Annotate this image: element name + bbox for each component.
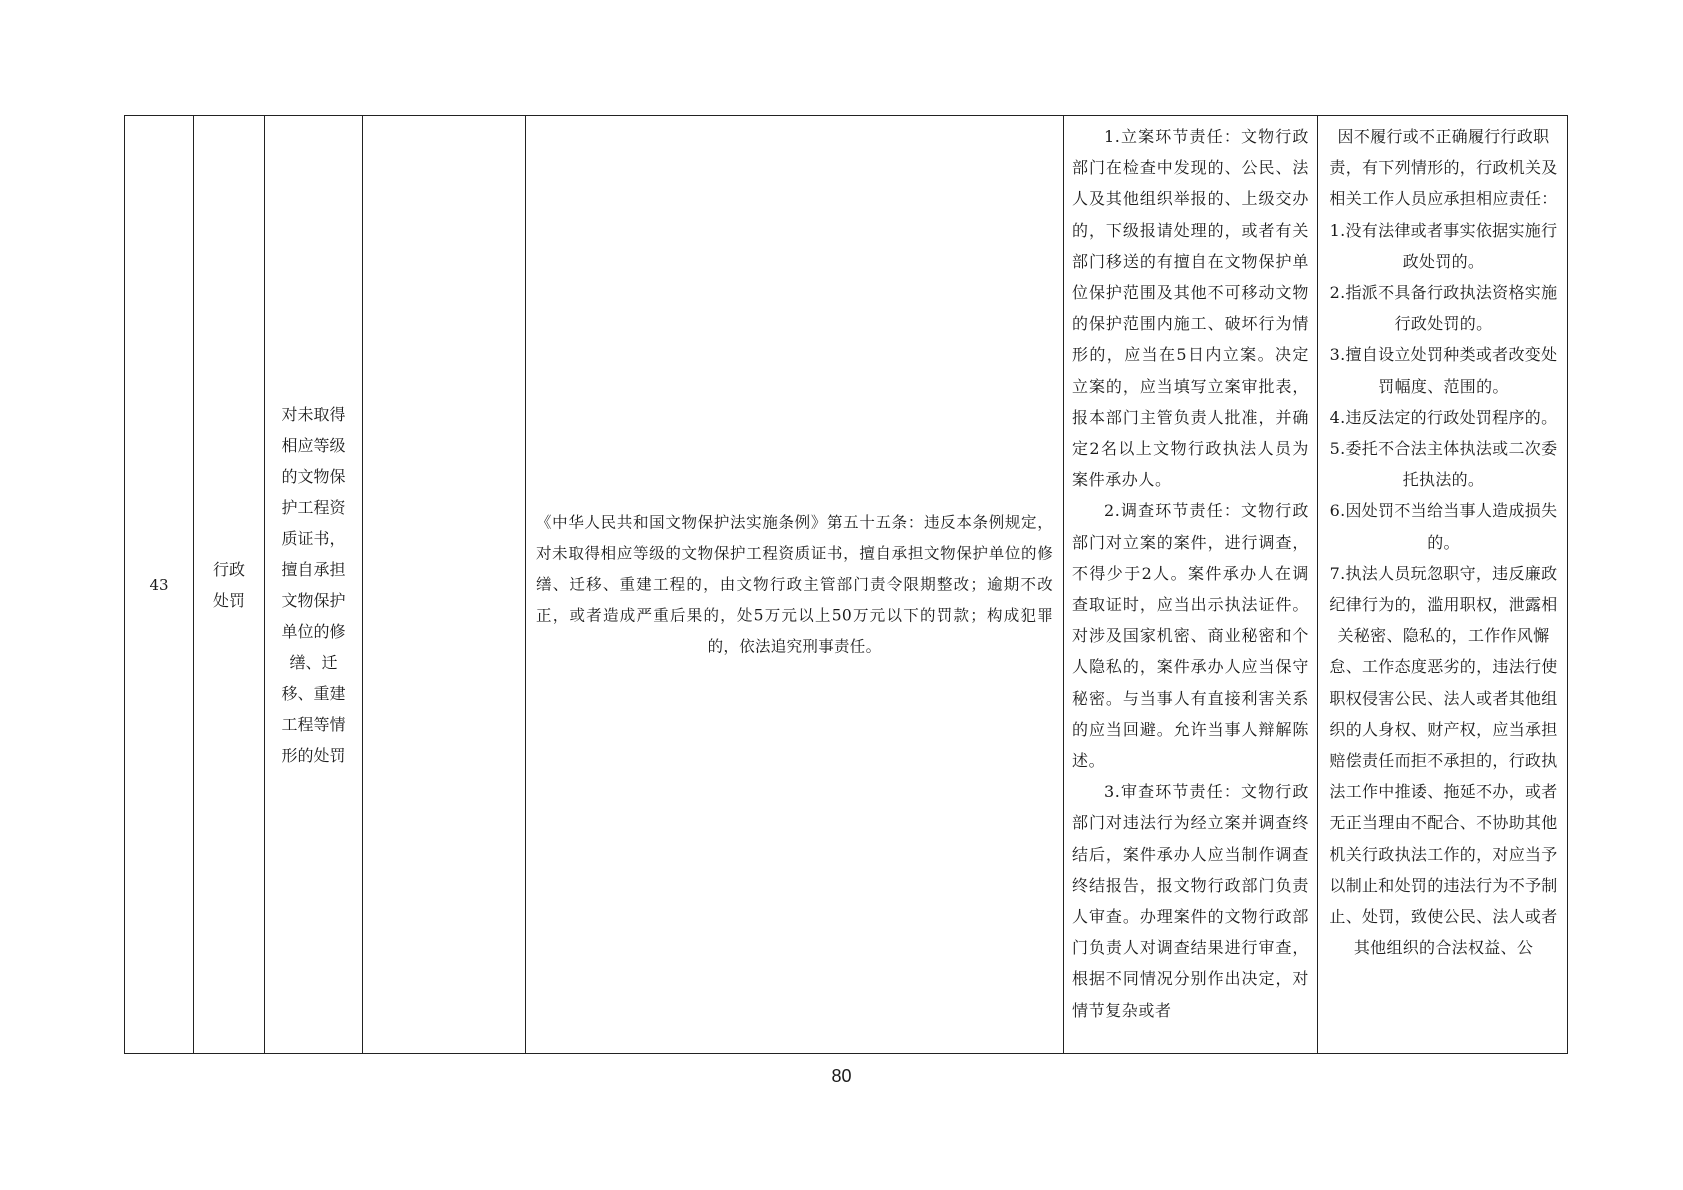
liability-item: 1.没有法律或者事实依据实施行政处罚的。: [1329, 220, 1558, 271]
item-name-cell: [265, 116, 363, 1053]
liability-item: 4.违反法定的行政处罚程序的。: [1329, 407, 1558, 427]
liability-item: 6.因处罚不当给当事人造成损失的。: [1329, 501, 1558, 552]
responsibility-list: [1064, 121, 1317, 1026]
power-category: 行政处罚: [212, 559, 245, 610]
liability-item: 7.执法人员玩忽职守，违反廉政纪律行为的，滥用职权，泄露相关秘密、隐私的，工作作风懈怠、工作态度恶劣的，违法行使职权侵害公民、法人或者其他组织的人身权、财产权，应当承担赔偿责任而拒不承担的，行政执法工作中推诿、拖延不办，或者无正当理由不配合、不协助其他机关行政执法工作的，对应当予以制止和处罚的违法行为不予制止、处罚，致使公民、法人或者其他组织的合法权益、公: [1329, 563, 1558, 958]
category-cell: [194, 116, 265, 1053]
sub-item-cell: [363, 116, 526, 1053]
responsibility-table: [124, 115, 1568, 1054]
legal-basis-cell: [526, 116, 1064, 1053]
row-number-cell: [125, 116, 194, 1053]
liability-cell: [1318, 116, 1569, 1053]
responsibility-item-filing: 1.立案环节责任：文物行政部门在检查中发现的、公民、法人及其他组织举报的、上级交办的，下级报请处理的，或者有关部门移送的有擅自在文物保护单位保护范围及其他不可移动文物的保护范围内施工、破坏行为情形的，应当在5日内立案。决定立案的，应当填写立案审批表，报本部门主管负责人批准，并确定2名以上文物行政执法人员为案件承办人。: [1072, 127, 1309, 490]
legal-basis: 《中华人民共和国文物保护法实施条例》第五十五条：违反本条例规定，对未取得相应等级的文物保护工程资质证书，擅自承担文物保护单位的修缮、迁移、重建工程的，由文物行政主管部门责令限期整改；逾期不改正，或者造成严重后果的，处5万元以上50万元以下的罚款；构成犯罪的，依法追究刑事责任。: [536, 513, 1053, 655]
liability-item: 3.擅自设立处罚种类或者改变处罚幅度、范围的。: [1329, 345, 1558, 396]
responsibility-item-review: 3.审查环节责任：文物行政部门对违法行为经立案并调查终结后，案件承办人应当制作调查终结报告，报文物行政部门负责人审查。办理案件的文物行政部门负责人对调查结果进行审查，根据不同情况分别作出决定，对情节复杂或者: [1072, 782, 1309, 1020]
responsibility-cell: [1064, 116, 1318, 1053]
responsibility-item-investigation: 2.调查环节责任：文物行政部门对立案的案件，进行调查，不得少于2人。案件承办人在调查取证时，应当出示执法证件。对涉及国家机密、商业秘密和个人隐私的，案件承办人应当保守秘密。与当事人有直接利害关系的应当回避。允许当事人辩解陈述。: [1072, 501, 1309, 771]
item-name: 对未取得相应等级的文物保护工程资质证书，擅自承担文物保护单位的修缮、迁移、重建工程等情形的处罚: [281, 404, 346, 765]
liability-item: 5.委托不合法主体执法或二次委托执法的。: [1329, 439, 1558, 490]
row-number: 43: [149, 575, 169, 594]
page-number: 80: [831, 1066, 852, 1086]
liability-list: [1318, 121, 1569, 963]
liability-intro: 因不履行或不正确履行行政职责，有下列情形的，行政机关及相关工作人员应承担相应责任：: [1329, 127, 1558, 209]
liability-item: 2.指派不具备行政执法资格实施行政处罚的。: [1329, 283, 1558, 334]
